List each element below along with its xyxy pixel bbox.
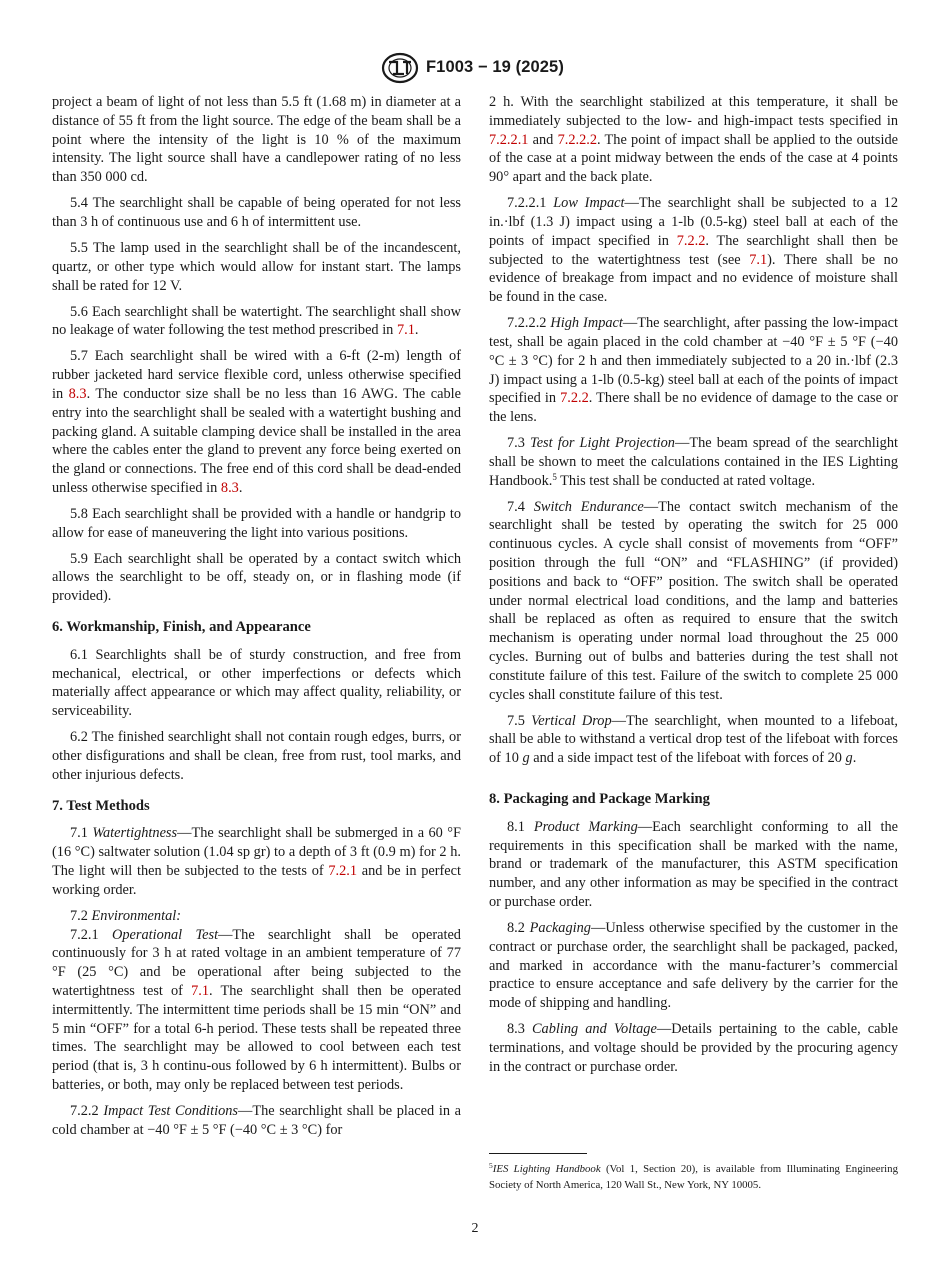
- footnote-divider: [489, 1153, 587, 1154]
- paragraph-text: 2 h. With the searchlight stabilized at this temperature, it shall be immediately subjected to the low- and high-impact tests specified in: [489, 94, 898, 129]
- paragraph-7-3: [489, 434, 898, 490]
- paragraph-text: —The searchlight, when mounted to a lifeboat, shall be able to withstand a vertical drop test of the lifeboat with forces of 10: [489, 712, 899, 767]
- paragraph-title: Product Marking: [533, 818, 638, 835]
- reference-link-7-2-2-1[interactable]: 7.2.2.1: [489, 131, 529, 148]
- paragraph-title: Low Impact: [553, 195, 625, 212]
- paragraph-text: and be in perfect working order.: [52, 863, 462, 898]
- paragraph-intro-continued: project a beam of light of not less than 5.5 ft (1.68 m) in diameter at a distance of 55 ft from the light source. The edge of the beam shall be a point where the intensity of the light is 10 % of the maximum intensity. The light source shall have a candlepower rating of no less than 350 000 cd.: [52, 94, 461, 186]
- paragraph-text: and: [528, 131, 558, 148]
- footnote-number: 5: [489, 1161, 493, 1170]
- paragraph-number: 7.2.1: [70, 926, 113, 943]
- paragraph-number: 7.2.2.2: [507, 315, 551, 332]
- paragraph-text: —Details pertaining to the cable, cable terminations, and voltage should be provided by the procuring agency in the contract or purchase order.: [489, 1021, 899, 1075]
- reference-link-7-2-2-2[interactable]: 7.2.2.2: [557, 131, 598, 148]
- paragraph-8-1: [489, 818, 898, 912]
- paragraph-text: —Each searchlight conforming to all the requirements in this specification shall be marked with the name, brand or trademark of the manufacturer, this ASTM specification number, and any other information as may be specified in the contract or purchase order.: [489, 818, 899, 911]
- paragraph-8-3: [489, 1020, 898, 1076]
- paragraph-7-2-2-2: [489, 314, 898, 427]
- reference-link-8-3[interactable]: 8.3: [68, 385, 87, 402]
- reference-link-8-3[interactable]: 8.3: [220, 479, 239, 496]
- paragraph-text: 5.6 Each searchlight shall be watertight. The searchlight shall show no leakage of water following the test method prescribed in: [52, 303, 461, 339]
- section-heading-6: 6. Workmanship, Finish, and Appearance: [52, 619, 311, 636]
- right-column: [489, 93, 898, 1084]
- paragraph-7-2-2-continued: [489, 93, 898, 187]
- paragraph-text: —The beam spread of the searchlight shall be shown to meet the calculations contained in the IES Lighting Handbook.: [489, 435, 898, 489]
- paragraph-number: 8.3: [507, 1021, 532, 1038]
- paragraph-text: .: [238, 479, 243, 496]
- paragraph-text: .: [414, 322, 419, 339]
- paragraph-7-2-1: [52, 926, 461, 1095]
- paragraph-7-2: [52, 907, 461, 926]
- paragraph-text: —The searchlight, after passing the low-impact test, shall be again placed in the cold chamber at −40 °F ± 5 °F (−40 °C ± 3 °C) for 2 h and then immediately subjected to a 20 in.·lbf (2.3 J) impact using a 1-lb (0.5-kg) steel ball at each of the points of impact specified in: [489, 315, 898, 407]
- paragraph-text: —The searchlight shall be operated continuously for 3 h at rated voltage in an ambient temperature of 77 °F (25 °C) and be operational after being subjected to the watertightness test of: [52, 926, 461, 999]
- paragraph-number: 7.5: [507, 712, 532, 729]
- paragraph-text: . There shall be no evidence of damage to the case or the lens.: [489, 390, 898, 426]
- footnote-title: IES Lighting Handbook: [492, 1163, 601, 1175]
- paragraph-title: Watertightness: [92, 825, 178, 842]
- paragraph-6-1: 6.1 Searchlights shall be of sturdy construction, and free from mechanical, electrical, or other imperfections or defects which materially affect appearance or which may affect quality, reliability, or serviceability.: [52, 646, 461, 720]
- paragraph-7-4: [489, 498, 898, 705]
- paragraph-number: 7.2.2: [70, 1102, 104, 1119]
- page-number: 2: [471, 1221, 479, 1236]
- paragraph-text: .: [852, 750, 857, 767]
- unit-g: g: [522, 750, 530, 767]
- paragraph-number: 7.2.2.1: [507, 195, 554, 212]
- reference-link-7-1[interactable]: 7.1: [749, 251, 768, 268]
- paragraph-8-2: [489, 919, 898, 1013]
- paragraph-number: 8.2: [507, 920, 530, 936]
- paragraph-5-4: 5.4 The searchlight shall be capable of being operated for not less than 3 h of continuous use and 6 h of intermittent use.: [52, 195, 461, 230]
- paragraph-5-9: 5.9 Each searchlight shall be operated by a contact switch which allows the searchlight to be off, steady on, or in flashing mode (if provided).: [52, 550, 461, 605]
- paragraph-text: and a side impact test of the lifeboat with forces of 20: [529, 750, 846, 767]
- paragraph-text: —Unless otherwise specified by the customer in the contract or purchase order, the searchlight shall be packaged, packed, and marked in accordance with the manu-facturer’s commercial practice to ensure acceptance and safe delivery by the carrier for the mode of shipping and handling.: [489, 920, 898, 1012]
- left-column: [52, 93, 461, 1147]
- paragraph-text: . The searchlight shall then be subjected to the watertightness test (see: [489, 232, 898, 268]
- section-heading-8: 8. Packaging and Package Marking: [489, 791, 710, 808]
- paragraph-text: —The searchlight shall be submerged in a 60 °F (16 °C) saltwater solution (1.04 sp gr) to a depth of 3 ft (0.9 m) for 2 h. The light will then be subjected to the tests of: [52, 825, 461, 879]
- paragraph-5-5: 5.5 The lamp used in the searchlight shall be of the incandescent, quartz, or other type which would allow for instant start. The lamps shall be rated for 12 V.: [52, 239, 461, 294]
- reference-link-7-1[interactable]: 7.1: [191, 982, 210, 999]
- paragraph-text: . The searchlight shall then be operated intermittently. The intermittent time periods shall be 15 min “ON” and 5 min “OFF” for a total 6-h period. These tests shall be repeated three times. The searchlight may be allowed to cool between each test period (that is, 3 h continu-ous followed by 6 h intermittent). Bulbs or batteries, or both, may only be replaced between test periods.: [52, 982, 462, 1093]
- paragraph-title: Packaging: [529, 920, 591, 936]
- paragraph-number: 7.1: [70, 825, 93, 842]
- paragraph-title: Test for Light Projection: [530, 435, 675, 452]
- paragraph-number: 7.3: [507, 435, 531, 452]
- footnote-marker: 5: [552, 471, 557, 482]
- paragraph-text: . The conductor size shall be no less than 16 AWG. The cable entry into the searchlight shall be sealed with a watertight bushing and packing gland. A suitable clamping device shall be installed in the area where the cables enter the gland to prevent any force being exerted on the gland or connections. The free end of this cord shall be dead-ended unless otherwise specified in: [52, 385, 461, 496]
- paragraph-7-2-2: [52, 1102, 461, 1140]
- page-header: [0, 52, 950, 86]
- reference-link-7-2-2[interactable]: 7.2.2: [560, 390, 589, 407]
- astm-logo-icon: [380, 52, 420, 84]
- paragraph-title: Vertical Drop: [531, 712, 612, 729]
- paragraph-7-1: [52, 824, 461, 899]
- paragraph-number: 7.2: [70, 907, 92, 924]
- paragraph-text: —The searchlight shall be placed in a cold chamber at −40 °F ± 5 °F (−40 °C ± 3 °C) for: [52, 1102, 461, 1138]
- paragraph-5-8: 5.8 Each searchlight shall be provided with a handle or handgrip to allow for ease of maneuvering the light into various positions.: [52, 505, 461, 541]
- paragraph-6-2: 6.2 The finished searchlight shall not contain rough edges, burrs, or other disfigurations and shall be clean, free from rust, tool marks, and other injurious defects.: [52, 729, 461, 783]
- paragraph-5-6: [52, 303, 461, 341]
- reference-link-7-2-2[interactable]: 7.2.2: [676, 232, 706, 249]
- paragraph-title: Operational Test: [112, 926, 219, 943]
- paragraph-7-5: [489, 712, 898, 768]
- paragraph-text: ). There shall be no evidence of breakage from impact and no evidence of moisture shall be found in the case.: [489, 251, 898, 306]
- paragraph-text: —The searchlight shall be subjected to a 12 in.·lbf (1.3 J) impact using a 1-lb (0.5-kg) steel ball at each of the points of impact specified in: [489, 195, 899, 249]
- paragraph-text: 5.7 Each searchlight shall be wired with a 6-ft (2-m) length of rubber jacketed hard service flexible cord, unless otherwise specified in: [52, 348, 461, 402]
- footnote-5: [489, 1162, 898, 1193]
- paragraph-title: Environmental:: [91, 907, 182, 924]
- paragraph-text: This test shall be conducted at rated voltage.: [556, 472, 816, 489]
- reference-link-7-2-1[interactable]: 7.2.1: [328, 863, 358, 879]
- paragraph-title: Impact Test Conditions: [103, 1102, 238, 1119]
- section-heading-7: 7. Test Methods: [52, 797, 150, 814]
- paragraph-number: 7.4: [507, 498, 534, 515]
- paragraph-text: . The point of impact shall be applied to the outside of the case at a point midway between the ends of the case at 4 points 90° apart and the back plate.: [489, 131, 898, 186]
- reference-link-7-1[interactable]: 7.1: [396, 322, 415, 339]
- paragraph-title: Switch Endurance: [533, 498, 644, 515]
- paragraph-text: —The contact switch mechanism of the searchlight shall be tested by operating the switch for 25 000 continuous cycles. A cycle shall consist of movements from “OFF” position through the full “ON” and “FLASHING” (if provided) positions and back to “OFF” position. The switch shall be operated under normal electrical load conditions, and the lamp and batteries shall be replaced as often as required to ensure that the switch mechanism is operating under normal load throughout the 25 000 cycles. Burning out of bulbs and batteries during the test shall not constitute failure of this test. Failure of the switch to complete 25 000 cycles shall constitute failure of this test.: [489, 498, 899, 703]
- paragraph-7-2-2-1: [489, 194, 898, 307]
- unit-g: g: [845, 750, 853, 767]
- paragraph-title: High Impact: [550, 315, 623, 332]
- paragraph-number: 8.1: [507, 818, 534, 835]
- document-designation: F1003 − 19 (2025): [426, 58, 564, 76]
- footnote-text: (Vol 1, Section 20), is available from Illuminating Engineering Society of North America, 120 Wall St., New York, NY 10005.: [489, 1163, 898, 1191]
- paragraph-5-7: [52, 347, 461, 497]
- paragraph-title: Cabling and Voltage: [531, 1021, 657, 1038]
